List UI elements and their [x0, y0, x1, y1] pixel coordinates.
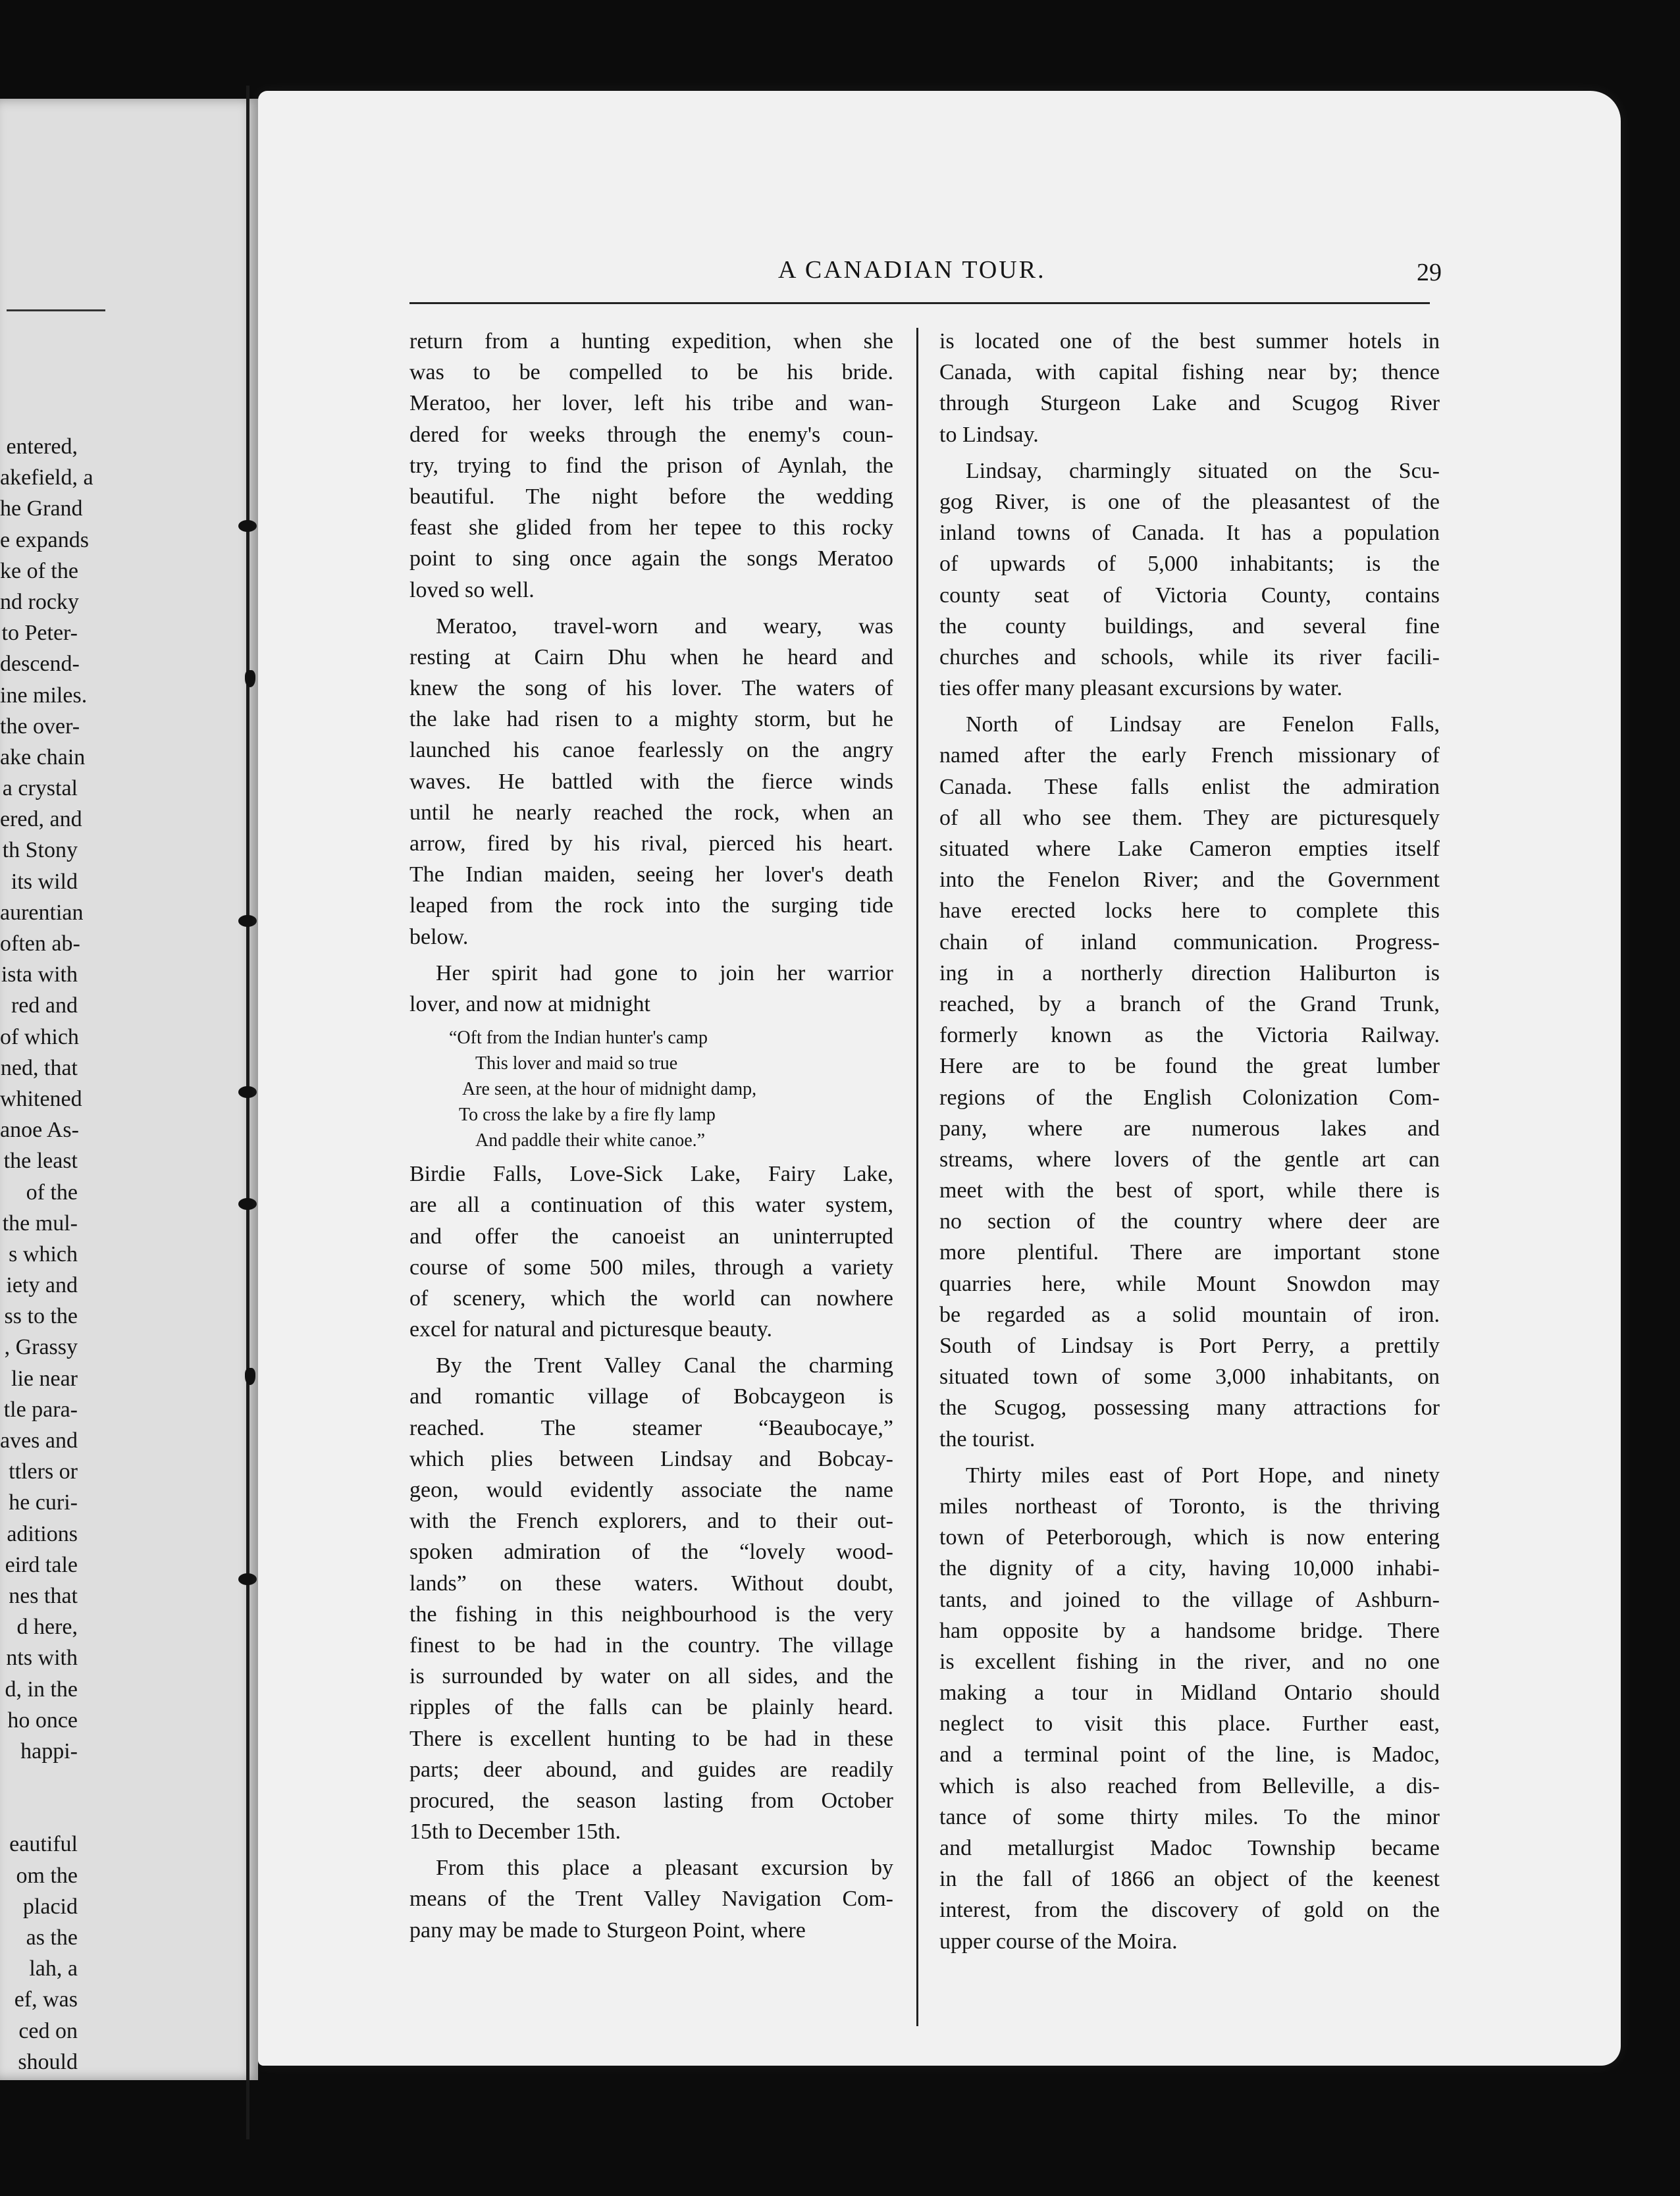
book-page: [258, 91, 1621, 2066]
facing-page-line: should: [18, 2049, 78, 2074]
facing-page-line: the mul-: [2, 1211, 78, 1236]
text-line: are all a continuation of this water system,: [409, 1193, 893, 1218]
text-line: knew the song of his lover. The waters of: [409, 676, 893, 701]
text-line: geon, would evidently associate the name: [409, 1478, 893, 1502]
binding-stitch: [238, 520, 257, 532]
facing-page-line: th Stony: [2, 838, 78, 863]
text-line: Birdie Falls, Love-Sick Lake, Fairy Lake,: [409, 1162, 893, 1187]
text-line: feast she glided from her tepee to this rocky: [409, 515, 893, 540]
text-line: Canada. These falls enlist the admiration: [939, 774, 1440, 799]
poem-quotation: [409, 1020, 893, 1159]
verse-line: To cross the lake by a fire fly lamp: [459, 1105, 716, 1126]
text-line: 15th to December 15th.: [409, 1819, 621, 1844]
facing-page-line: whitened: [0, 1086, 82, 1111]
facing-page-line: ced on: [18, 2018, 78, 2043]
text-line: the Scugog, possessing many attractions for: [939, 1396, 1440, 1421]
facing-page-line: ake chain: [0, 745, 86, 770]
text-line: loved so well.: [409, 577, 535, 602]
text-line: until he nearly reached the rock, when an: [409, 800, 893, 825]
text-line: more plentiful. There are important stone: [939, 1240, 1440, 1265]
text-line: means of the Trent Valley Navigation Com-: [409, 1887, 893, 1912]
paragraph-gap: [409, 953, 893, 958]
facing-page-line: placid: [22, 1894, 78, 1919]
facing-page-line: red and: [11, 993, 78, 1018]
text-line: the county buildings, and several fine: [939, 614, 1440, 639]
text-line: is surrounded by water on all sides, and the: [409, 1664, 893, 1689]
binding-cord: [246, 86, 249, 2139]
facing-page-line: ttlers or: [9, 1459, 78, 1484]
text-line: beautiful. The night before the wedding: [409, 484, 893, 509]
book-binding: [238, 86, 257, 2139]
text-line: course of some 500 miles, through a variety: [409, 1255, 893, 1280]
facing-page-line: ho once: [7, 1708, 78, 1733]
text-line: The Indian maiden, seeing her lover's death: [409, 862, 893, 887]
text-line: which is also reached from Belleville, a dis-: [939, 1773, 1440, 1798]
text-line: dered for weeks through the enemy's coun-: [409, 422, 893, 447]
text-line: to Lindsay.: [939, 422, 1039, 447]
text-line: and offer the canoeist an uninterrupted: [409, 1224, 893, 1249]
facing-page-line: to Peter-: [1, 621, 78, 646]
text-line: ripples of the falls can be plainly heard.: [409, 1695, 893, 1720]
text-line: Here are to be found the great lumber: [939, 1054, 1440, 1079]
facing-page-line: e expands: [0, 527, 90, 552]
text-line: inland towns of Canada. It has a population: [939, 521, 1440, 546]
text-line: neglect to visit this place. Further east,: [939, 1712, 1440, 1737]
paragraph-gap: [0, 1767, 79, 1829]
text-line: miles northeast of Toronto, is the thriving: [939, 1494, 1440, 1519]
text-line: North of Lindsay are Fenelon Falls,: [966, 712, 1440, 737]
text-line: quarries here, while Mount Snowdon may: [939, 1271, 1440, 1296]
verse-line: This lover and maid so true: [475, 1053, 678, 1074]
facing-page-line: nes that: [9, 1583, 78, 1608]
text-line: which plies between Lindsay and Bobcay-: [409, 1446, 893, 1471]
facing-page-line: akefield, a: [0, 465, 93, 490]
page-number: 29: [1417, 259, 1442, 286]
text-line: regions of the English Colonization Com-: [939, 1085, 1440, 1110]
text-line: tants, and joined to the village of Ashburn-: [939, 1587, 1440, 1612]
text-line: meet with the best of sport, while there is: [939, 1178, 1440, 1203]
facing-page-line: tle para-: [3, 1397, 78, 1422]
header-rule: [409, 302, 1430, 304]
text-line: upper course of the Moira.: [939, 1929, 1178, 1954]
facing-page-line: s which: [9, 1242, 78, 1267]
text-line: Her spirit had gone to join her warrior: [436, 960, 893, 985]
facing-page-rule: [7, 309, 105, 311]
text-line: the dignity of a city, having 10,000 inhabi-: [939, 1556, 1440, 1581]
facing-page-line: d, in the: [5, 1677, 78, 1702]
text-line: pany may be made to Sturgeon Point, where: [409, 1918, 806, 1943]
right-text-column: [939, 326, 1440, 1957]
facing-page-line: entered,: [6, 434, 78, 459]
text-line: formerly known as the Victoria Railway.: [939, 1023, 1440, 1048]
text-line: and a terminal point of the line, is Madoc,: [939, 1742, 1440, 1767]
text-line: no section of the country where deer are: [939, 1209, 1440, 1234]
text-line: ing in a northerly direction Haliburton is: [939, 960, 1440, 985]
text-line: By the Trent Valley Canal the charming: [436, 1353, 893, 1378]
facing-page-line: aves and: [0, 1428, 78, 1453]
text-line: is excellent fishing in the river, and no one: [939, 1649, 1440, 1674]
facing-page-line: nd rocky: [0, 589, 79, 614]
facing-page-line: as the: [26, 1925, 78, 1950]
text-line: return from a hunting expedition, when she: [409, 329, 893, 353]
text-line: ties offer many pleasant excursions by water.: [939, 676, 1343, 701]
facing-page-line: he curi-: [9, 1490, 78, 1515]
text-line: was to be compelled to be his bride.: [409, 360, 893, 385]
facing-page-line: aditions: [7, 1521, 78, 1546]
text-line: lover, and now at midnight: [409, 991, 650, 1016]
text-line: the lake had risen to a mighty storm, but he: [409, 707, 893, 732]
text-line: chain of inland communication. Progress-: [939, 929, 1440, 954]
facing-page-line: ss to the: [4, 1304, 78, 1329]
facing-page-line: ered, and: [0, 807, 82, 832]
facing-page-line: ine miles.: [0, 683, 88, 708]
text-line: pany, where are numerous lakes and: [939, 1116, 1440, 1141]
facing-page-line: of the: [26, 1180, 78, 1205]
text-line: through Sturgeon Lake and Scugog River: [939, 391, 1440, 416]
facing-page-line: om the: [16, 1863, 78, 1888]
facing-page-line: iety and: [6, 1273, 78, 1298]
facing-page-line: eautiful: [9, 1832, 78, 1857]
text-line: excel for natural and picturesque beauty.: [409, 1317, 772, 1342]
text-line: Thirty miles east of Port Hope, and ninety: [966, 1463, 1440, 1488]
text-line: procured, the season lasting from October: [409, 1788, 893, 1813]
text-line: ham opposite by a handsome bridge. There: [939, 1618, 1440, 1643]
facing-page-line: the over-: [0, 714, 80, 739]
text-line: finest to be had in the country. The village: [409, 1633, 893, 1658]
facing-page-line: nts with: [6, 1646, 78, 1671]
binding-stitch: [238, 915, 257, 927]
paragraph-gap: [409, 1847, 893, 1852]
paragraph-gap: [409, 606, 893, 611]
text-line: with the French explorers, and to their out-: [409, 1509, 893, 1534]
facing-page-fragment: [0, 99, 258, 2080]
facing-page-line: aurentian: [0, 900, 84, 925]
text-line: below.: [409, 924, 469, 949]
text-line: Lindsay, charmingly situated on the Scu-: [966, 458, 1440, 483]
facing-page-line: ned, that: [0, 1055, 78, 1080]
facing-page-line: often ab-: [0, 931, 80, 956]
paragraph-gap: [939, 1455, 1440, 1460]
facing-page-line: eird tale: [5, 1552, 78, 1577]
text-line: into the Fenelon River; and the Government: [939, 868, 1440, 893]
facing-page-line: d here,: [16, 1615, 78, 1640]
paragraph-gap: [939, 704, 1440, 709]
text-line: of all who see them. They are picturesquely: [939, 805, 1440, 830]
text-line: named after the early French missionary of: [939, 743, 1440, 768]
ink-smudge: [245, 670, 255, 687]
text-line: in the fall of 1866 an object of the keenest: [939, 1867, 1440, 1892]
text-line: gog River, is one of the pleasantest of the: [939, 489, 1440, 514]
text-line: have erected locks here to complete this: [939, 899, 1440, 924]
text-line: From this place a pleasant excursion by: [436, 1856, 893, 1881]
running-header: A CANADIAN TOUR.: [778, 256, 1046, 284]
text-line: lands” on these waters. Without doubt,: [409, 1571, 893, 1596]
paragraph-gap: [409, 1345, 893, 1350]
text-line: parts; deer abound, and guides are readily: [409, 1757, 893, 1782]
facing-page-line: ke of the: [0, 558, 78, 583]
facing-page-line: he Grand: [0, 496, 83, 521]
text-line: try, trying to find the prison of Aynlah, the: [409, 453, 893, 478]
facing-page-line: the least: [3, 1149, 78, 1174]
text-line: South of Lindsay is Port Perry, a prettily: [939, 1334, 1440, 1358]
facing-page-line: its wild: [11, 869, 78, 894]
text-line: and metallurgist Madoc Township became: [939, 1836, 1440, 1860]
text-line: reached, by a branch of the Grand Trunk,: [939, 991, 1440, 1016]
text-line: Canada, with capital fishing near by; thence: [939, 360, 1440, 385]
binding-stitch: [238, 1573, 257, 1585]
paragraph-gap: [939, 450, 1440, 456]
facing-page-line: lah, a: [29, 1956, 78, 1981]
text-line: situated where Lake Cameron empties itself: [939, 837, 1440, 861]
text-line: waves. He battled with the fierce winds: [409, 769, 893, 794]
text-line: Meratoo, travel-worn and weary, was: [436, 614, 893, 639]
text-line: interest, from the discovery of gold on the: [939, 1898, 1440, 1923]
facing-page-line: anoe As-: [0, 1118, 79, 1143]
text-line: and romantic village of Bobcaygeon is: [409, 1384, 893, 1409]
text-line: making a tour in Midland Ontario should: [939, 1681, 1440, 1706]
verse-line: “Oft from the Indian hunter's camp: [449, 1028, 708, 1049]
text-line: town of Peterborough, which is now entering: [939, 1525, 1440, 1550]
facing-page-line: descend-: [0, 652, 80, 677]
text-line: arrow, fired by his rival, pierced his heart.: [409, 831, 893, 856]
text-line: tance of some thirty miles. To the minor: [939, 1804, 1440, 1829]
facing-page-line: , Grassy: [4, 1335, 78, 1360]
facing-page-line: a crystal: [2, 776, 78, 801]
text-line: point to sing once again the songs Meratoo: [409, 546, 893, 571]
text-line: reached. The steamer “Beaubocaye,”: [409, 1415, 893, 1440]
text-line: There is excellent hunting to be had in these: [409, 1726, 893, 1751]
text-line: of scenery, which the world can nowhere: [409, 1286, 893, 1311]
facing-page-line: ista with: [1, 962, 78, 987]
verse-line: Are seen, at the hour of midnight damp,: [462, 1079, 757, 1100]
left-text-column: [409, 326, 893, 1946]
column-divider: [916, 328, 918, 2026]
text-line: be regarded as a solid mountain of iron.: [939, 1302, 1440, 1327]
text-line: county seat of Victoria County, contains: [939, 583, 1440, 608]
text-line: resting at Cairn Dhu when he heard and: [409, 644, 893, 669]
facing-page-text: [0, 431, 93, 2078]
text-line: leaped from the rock into the surging tide: [409, 893, 893, 918]
verse-line: And paddle their white canoe.”: [475, 1130, 706, 1151]
text-line: churches and schools, while its river facili-: [939, 644, 1440, 669]
binding-stitch: [238, 1086, 257, 1098]
text-line: streams, where lovers of the gentle art can: [939, 1147, 1440, 1172]
text-line: spoken admiration of the “lovely wood-: [409, 1540, 893, 1565]
text-line: is located one of the best summer hotels in: [939, 329, 1440, 353]
facing-page-line: lie near: [11, 1366, 78, 1391]
facing-page-line: of which: [0, 1024, 79, 1049]
text-line: situated town of some 3,000 inhabitants, on: [939, 1365, 1440, 1390]
facing-page-line: happi-: [20, 1738, 78, 1764]
text-line: launched his canoe fearlessly on the angry: [409, 738, 893, 763]
ink-smudge: [245, 1368, 255, 1385]
text-line: of upwards of 5,000 inhabitants; is the: [939, 552, 1440, 577]
text-line: Meratoo, her lover, left his tribe and wan-: [409, 391, 893, 416]
binding-stitch: [238, 1198, 257, 1210]
text-line: the fishing in this neighbourhood is the very: [409, 1602, 893, 1627]
text-line: the tourist.: [939, 1426, 1036, 1451]
facing-page-line: ef, was: [14, 1987, 78, 2012]
